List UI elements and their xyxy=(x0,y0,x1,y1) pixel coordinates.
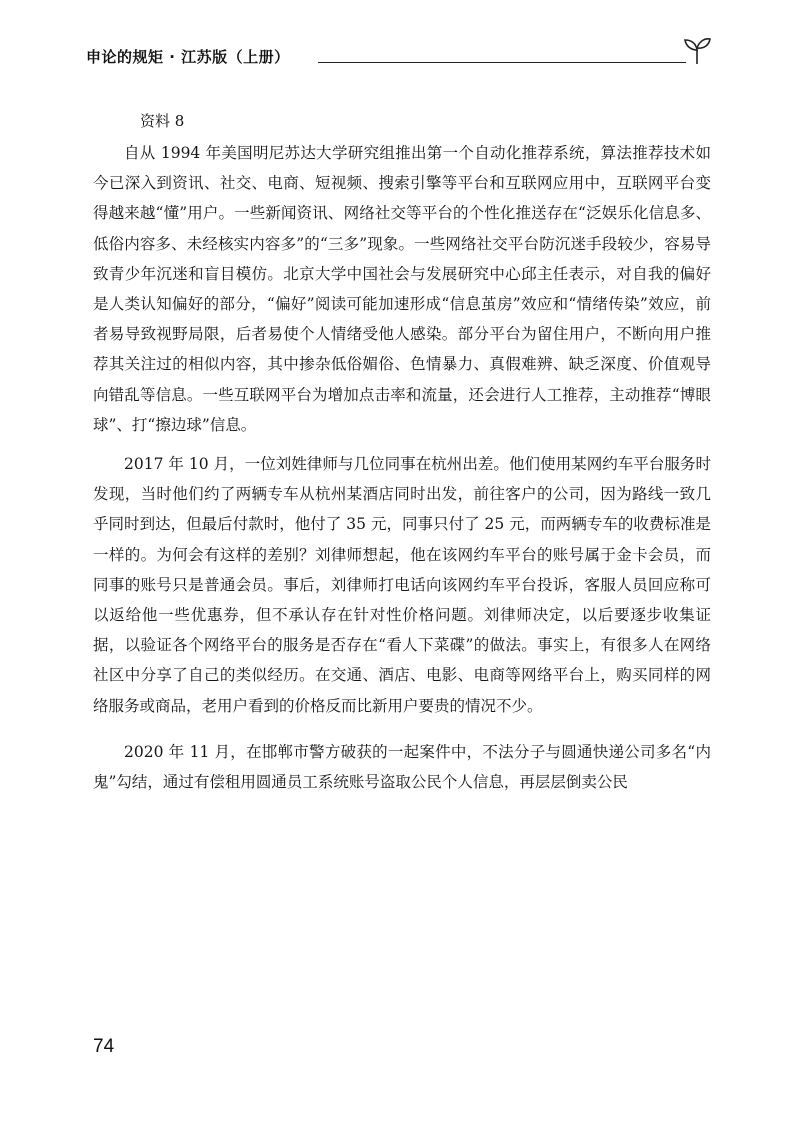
body-text xyxy=(93,138,711,797)
section-label: 资料 8 xyxy=(140,112,185,130)
paragraph: 自从 1994 年美国明尼苏达大学研究组推出第一个自动化推荐系统，算法推荐技术如今已深入到资讯、社交、电商、短视频、搜索引擎等平台和互联网应用中，互联网平台变得越来越“懂”用户。一些新闻资讯、网络社交等平台的个性化推送存在“泛娱乐化信息多、低俗内容多、未经核实内容多”的“三多”现象。一些网络社交平台防沉迷手段较少，容易导致青少年沉迷和盲目模仿。北京大学中国社会与发展研究中心邱主任表示，对自我的偏好是人类认知偏好的部分，“偏好”阅读可能加速形成“信息茧房”效应和“情绪传染”效应，前者易导致视野局限，后者易使个人情绪受他人感染。部分平台为留住用户，不断向用户推荐其关注过的相似内容，其中掺杂低俗媚俗、色情暴力、真假难辨、缺乏深度、价值观导向错乱等信息。一些互联网平台为增加点击率和流量，还会进行人工推荐，主动推荐“博眼球”、打“擦边球”信息。 xyxy=(93,144,711,434)
sprout-icon xyxy=(680,34,714,68)
page-number: 74 xyxy=(93,1036,115,1057)
paragraph: 2017 年 10 月，一位刘姓律师与几位同事在杭州出差。他们使用某网约车平台服务时发现，当时他们约了两辆专车从杭州某酒店同时出发，前往客户的公司，因为路线一致几乎同时到达，但最后付款时，他付了 35 元，同事只付了 25 元，而两辆专车的收费标准是一样的。为何会有这样的差别？刘律师想起，他在该网约车平台的账号属于金卡会员，而同事的账号只是普通会员。事后，刘律师打电话向该网约车平台投诉，客服人员回应称可以返给他一些优惠券，但不承认存在针对性价格问题。刘律师决定，以后要逐步收集证据，以验证各个网络平台的服务是否存在“看人下菜碟”的做法。事实上，有很多人在网络社区中分享了自己的类似经历。在交通、酒店、电影、电商等网络平台上，购买同样的网络服务或商品，老用户看到的价格反而比新用户要贵的情况不少。 xyxy=(93,455,711,715)
header-rule xyxy=(318,62,686,63)
book-title: 申论的规矩 · 江苏版（上册） xyxy=(86,48,290,66)
paragraph: 2020 年 11 月，在邯郸市警方破获的一起案件中，不法分子与圆通快递公司多名“内鬼”勾结，通过有偿租用圆通员工系统账号盗取公民个人信息，再层层倒卖公民 xyxy=(93,742,711,792)
running-header xyxy=(86,42,726,82)
